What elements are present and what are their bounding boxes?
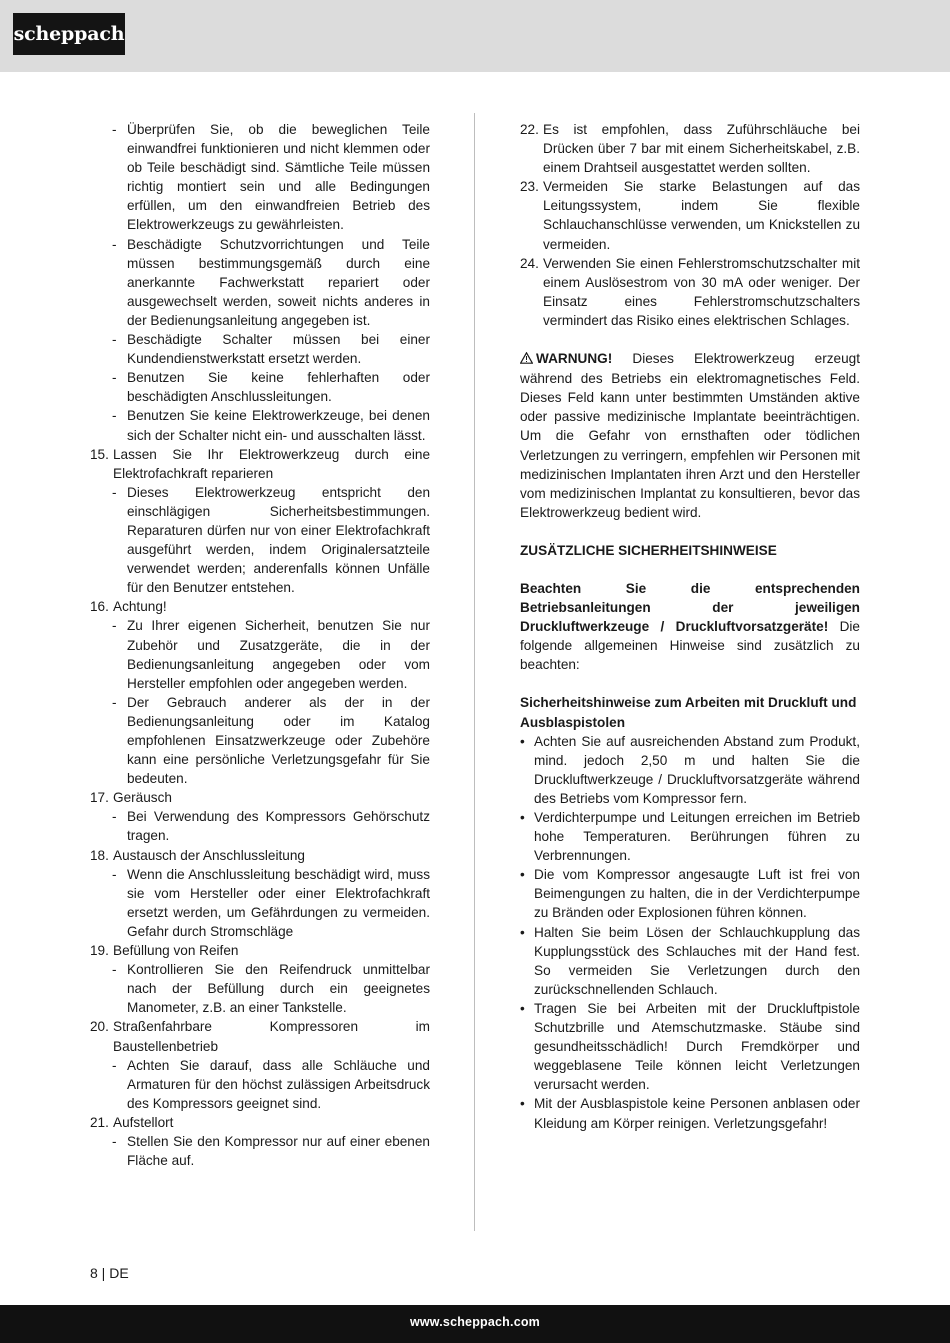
intro-paragraph [520,579,860,674]
list-marker: 21. [90,1114,109,1130]
dash-list-item [90,865,430,941]
list-marker: • [520,924,525,940]
bullet-list-item [520,732,860,808]
bullet-list-item [520,999,860,1094]
list-marker: • [520,733,525,749]
list-item-text: Aufstellort [113,1114,174,1130]
list-marker: 20. [90,1019,109,1035]
section-heading: ZUSÄTZLICHE SICHERHEITSHINWEISE [520,542,777,558]
list-item-text: Befüllung von Reifen [113,943,239,959]
list-item-text: Achten Sie auf ausreichenden Abstand zum Produkt, mind. jedoch 2,50 m und halten Sie die Druckluftwerkzeuge / Druckluftvorsatzgeräte während des Betriebs vom Kompressor fern. [534,733,860,806]
list-marker: 23. [520,179,539,195]
list-item-text: Verwenden Sie einen Fehlerstromschutzschalter mit einem Auslösestrom von 30 mA oder weniger. Der Einsatz eines Fehlerstromschutzschalters vermindert das Risiko eines elektrischen Schlages. [543,255,860,328]
dash-list-item [90,693,430,788]
warning-triangle-icon [520,350,536,369]
list-item-text: Achtung! [113,599,167,615]
list-marker: - [112,694,117,710]
dash-list-item [90,960,430,1017]
list-item-text: Verdichterpumpe und Leitungen erreichen im Betrieb hohe Temperaturen. Berührungen führen zu Verbrennungen. [534,810,860,864]
list-marker: - [112,408,117,424]
list-item-text: Bei Verwendung des Kompressors Gehörschutz tragen. [127,809,430,844]
list-marker: - [112,484,117,500]
scheppach-logo [13,13,125,55]
list-marker: 16. [90,599,109,615]
dash-list-item [90,1056,430,1113]
list-item-text: Stellen Sie den Kompressor nur auf einer ebenen Fläche auf. [127,1133,430,1169]
list-item-text: Benutzen Sie keine fehlerhaften oder beschädigten Anschlussleitungen. [127,370,430,405]
column-divider [474,113,475,1231]
list-marker: - [112,236,117,252]
list-marker: - [112,332,117,348]
bullet-list-item [520,865,860,922]
list-item-text: Es ist empfohlen, dass Zuführschläuche bei Drücken über 7 bar mit einem Sicherheitskabel, z.B. einem Drahtseil ausgestattet werden sollten. [543,122,860,176]
list-item-text: Dieses Elektrowerkzeug entspricht den einschlägigen Sicherheitsbestimmungen. Reparaturen dürfen nur von einer Elektrofachkraft ausgeführt werden, indem Originalersatzteile verwendet werden; anderenfalls können Unfälle für den Benutzer entstehen. [127,484,430,596]
list-item-text: Beschädigte Schalter müssen bei einer Kundendienstwerkstatt ersetzt werden. [127,332,430,367]
header-bar [0,0,950,72]
warning-paragraph [520,349,860,522]
numbered-item [90,788,430,807]
list-item-text: Benutzen Sie keine Elektrowerkzeuge, bei denen sich der Schalter nicht ein- und ausschalten lässt. [127,408,430,443]
list-marker: - [112,1133,117,1149]
bullet-list-item [520,808,860,865]
list-marker: - [112,866,117,882]
dash-list-item [90,368,430,406]
list-marker: 19. [90,943,109,959]
list-item-text: Wenn die Anschlussleitung beschädigt wird, muss sie vom Hersteller oder einer Elektrofachkraft ersetzt werden, um Gefährdungen zu vermeiden. Gefahr durch Stromschläge [127,866,430,939]
list-item-text: Halten Sie beim Lösen der Schlauchkupplung das Kupplungsstück des Schlauches mit der Hand fest. So vermeiden Sie Verletzungen durch den zurückschnellenden Schlauch. [534,924,860,997]
list-item-text: Beschädigte Schutzvorrichtungen und Teile müssen bestimmungsgemäß durch eine anerkannte Fachwerkstatt repariert oder ausgewechselt werden, soweit nichts anderes in der Bedienungsanleitung angegeben ist. [127,236,430,328]
subheading: Sicherheitshinweise zum Arbeiten mit Druckluft und Ausblaspistolen [520,695,857,730]
dash-list-item [90,406,430,444]
numbered-item [520,177,860,253]
list-item-text: Achten Sie darauf, dass alle Schläuche und Armaturen für den höchst zulässigen Arbeitsdruck des Kompressors geeignet sind. [127,1057,430,1111]
intro-rest: Die folgende allgemeinen Hinweise sind zusätzlich zu beachten: [520,619,860,673]
list-marker: - [112,618,117,634]
list-marker: • [520,867,525,883]
numbered-item [90,1017,430,1055]
numbered-item [90,445,430,483]
list-item-text: Vermeiden Sie starke Belastungen auf das Leitungssystem, indem Sie flexible Schlauchanschlüsse verwenden, um Knickstellen zu vermeiden. [543,179,860,252]
list-marker: 18. [90,847,109,863]
dash-list-item [90,235,430,330]
list-item-text: Austausch der Anschlussleitung [113,847,305,863]
numbered-item [90,941,430,960]
dash-list-item [90,330,430,368]
dash-list-item [90,1132,430,1170]
list-marker: • [520,1096,525,1112]
list-item-text: Der Gebrauch anderer als der in der Bedienungsanleitung oder im Katalog empfohlenen Einsatzwerkzeuge oder Zubehöre kann eine persönliche Verletzungsgefahr für Sie bedeuten. [127,694,430,787]
dash-list-item [90,120,430,235]
left-column [90,120,430,1170]
list-marker: - [112,1057,117,1073]
list-item-text: Überprüfen Sie, ob die beweglichen Teile einwandfrei funktionieren und nicht klemmen oder ob Teile beschädigt sind. Sämtliche Teile müssen richtig montiert sein und alle Bedingungen erfüllen, um den einwandfreien Betrieb des Elektrowerkzeugs zu gewährleisten. [127,122,430,233]
list-item-text: Zu Ihrer eigenen Sicherheit, benutzen Sie nur Zubehör und Zusatzgeräte, die in der Bedienungsanleitung angegeben oder vom Hersteller empfohlen oder angegeben werden. [127,618,430,691]
list-marker: - [112,370,117,386]
list-marker: - [112,809,117,825]
list-item-text: Tragen Sie bei Arbeiten mit der Druckluftpistole Schutzbrille und Atemschutzmaske. Stäube sind gesundheitsschädlich! Durch Fremdkörper und weggeblasene Teile können leicht Verletzungen verursacht werden. [534,1000,860,1093]
footer-bar [0,1305,950,1343]
list-item-text: Lassen Sie Ihr Elektrowerkzeug durch eine Elektrofachkraft reparieren [113,446,430,481]
list-marker: 15. [90,446,109,462]
list-marker: 17. [90,790,109,806]
list-item-text: Mit der Ausblaspistole keine Personen anblasen oder Kleidung am Körper reinigen. Verletzungsgefahr! [534,1096,860,1131]
numbered-item [90,846,430,865]
list-marker: 22. [520,122,539,137]
numbered-item [90,1113,430,1132]
list-item-text: Straßenfahrbare Kompressoren im Baustellenbetrieb [113,1019,430,1054]
list-marker: • [520,1000,525,1016]
right-column [520,120,860,1133]
warning-label: WARNUNG! [536,351,613,367]
footer-url: www.scheppach.com [409,1315,540,1329]
bullet-list-item [520,923,860,999]
numbered-item [90,597,430,616]
dash-list-item [90,483,430,598]
list-marker: • [520,810,525,825]
logo-text: scheppach [13,23,125,45]
list-marker: 24. [520,255,539,271]
numbered-item [520,254,860,330]
list-marker: - [112,962,117,978]
list-item-text: Die vom Kompressor angesaugte Luft ist frei von Beimengungen zu halten, die in der Verdichterpumpe zu Bränden oder Explosionen führen können. [534,867,860,921]
list-marker: - [112,122,117,137]
list-item-text: Geräusch [113,790,172,806]
dash-list-item [90,807,430,845]
warning-text: Dieses Elektrowerkzeug erzeugt während des Betriebs ein elektromagnetisches Feld. Dieses Feld kann unter bestimmten Umständen aktive oder passive medizinische Implantate beeinträchtigen. Um die Gefahr von ernsthaften oder tödlichen Verletzungen zu verringern, empfehlen wir Personen mit medizinischen Implantaten ihren Arzt und den Hersteller vom medizinischen Implantat zu konsultieren, bevor das Elektrowerkzeug bedient wird. [520,351,860,520]
numbered-item [520,120,860,177]
intro-bold: Beachten Sie die entsprechenden Betriebsanleitungen der jeweiligen Druckluftwerkzeuge / Druckluftvorsatzgeräte! [520,580,860,635]
list-item-text: Kontrollieren Sie den Reifendruck unmittelbar nach der Befüllung durch ein geeignetes Manometer, z.B. an einer Tankstelle. [127,962,430,1016]
dash-list-item [90,616,430,692]
bullet-list-item [520,1094,860,1132]
page-number: 8 | DE [90,1265,129,1281]
